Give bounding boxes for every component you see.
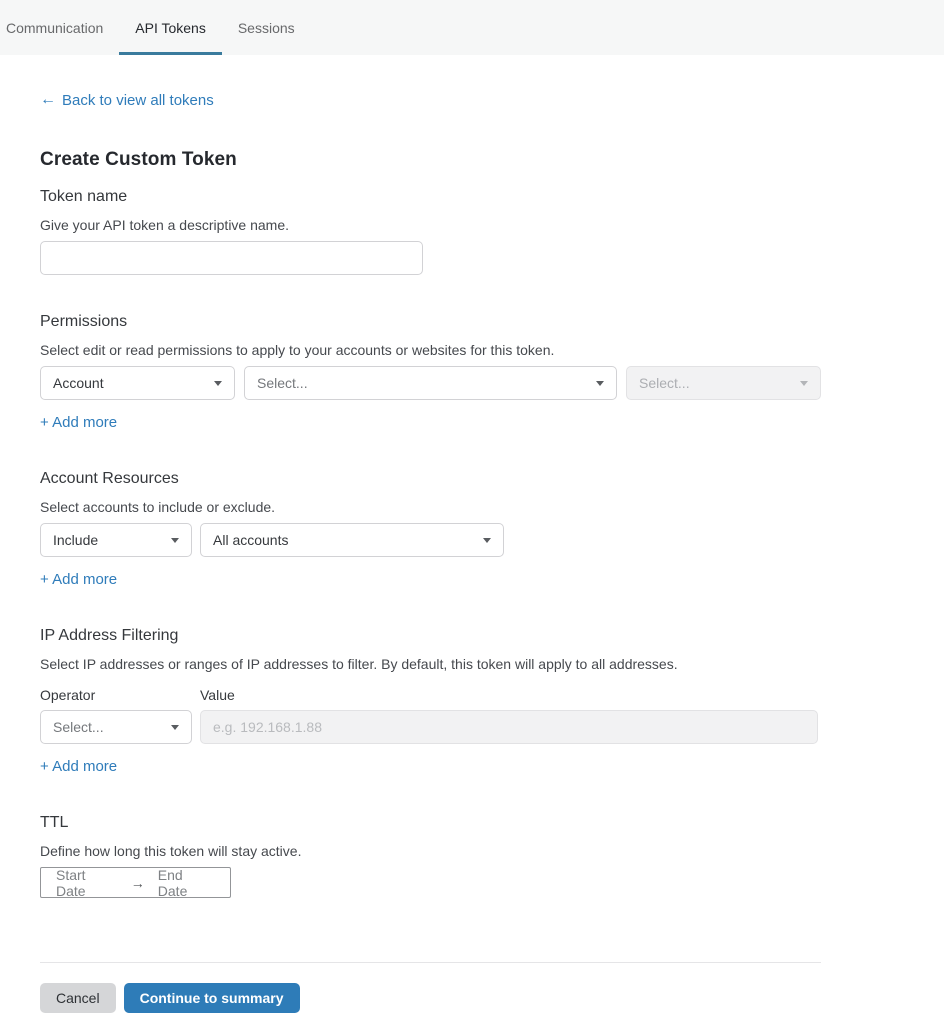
tab-communication-label: Communication — [6, 19, 104, 36]
include-exclude-dropdown[interactable] — [40, 523, 192, 557]
permissions-title: Permissions — [40, 313, 128, 330]
tab-sessions-label: Sessions — [237, 19, 295, 36]
permission-scope-value: Account — [53, 375, 104, 391]
operator-placeholder: Select... — [53, 719, 104, 735]
footer-divider — [40, 962, 821, 963]
tab-sessions[interactable] — [222, 0, 311, 55]
account-resources-add-more-link[interactable]: + Add more — [40, 571, 118, 588]
page-title: Create Custom Token — [40, 149, 237, 170]
permissions-controls-row — [40, 366, 904, 400]
operator-dropdown[interactable] — [40, 710, 192, 744]
main-content — [0, 55, 944, 1013]
tab-bar — [0, 0, 944, 55]
back-link[interactable] — [40, 91, 214, 109]
ip-filtering-title: IP Address Filtering — [40, 627, 179, 644]
operator-label: Operator — [40, 687, 96, 703]
account-resources-controls-row — [40, 523, 904, 557]
account-resources-section — [40, 470, 904, 589]
chevron-down-icon — [800, 381, 808, 386]
arrow-right-icon: → — [130, 874, 145, 891]
permission-access-dropdown — [626, 366, 821, 400]
continue-button[interactable]: Continue to summary — [124, 983, 300, 1013]
ip-filtering-controls-row — [40, 710, 904, 744]
chevron-down-icon — [171, 725, 179, 730]
permission-scope-dropdown[interactable] — [40, 366, 235, 400]
accounts-dropdown[interactable] — [200, 523, 504, 557]
token-name-description: Give your API token a descriptive name. — [40, 217, 290, 233]
active-tab-underline — [119, 52, 222, 55]
cancel-button[interactable]: Cancel — [40, 983, 116, 1013]
chevron-down-icon — [483, 538, 491, 543]
token-name-section — [40, 188, 904, 275]
ip-filtering-section — [40, 627, 904, 776]
account-resources-title: Account Resources — [40, 470, 179, 487]
accounts-value: All accounts — [213, 532, 289, 548]
permissions-add-more-link[interactable]: + Add more — [40, 414, 118, 431]
account-resources-description: Select accounts to include or exclude. — [40, 499, 276, 515]
ip-filtering-field-labels — [40, 687, 904, 703]
back-link-label: Back to view all tokens — [62, 91, 214, 109]
permissions-section — [40, 313, 904, 432]
permission-group-dropdown[interactable] — [244, 366, 617, 400]
permission-group-placeholder: Select... — [257, 375, 308, 391]
footer-buttons — [40, 983, 904, 1013]
start-date-field: Start Date — [56, 866, 86, 899]
ttl-title: TTL — [40, 814, 69, 831]
chevron-down-icon — [171, 538, 179, 543]
ttl-description: Define how long this token will stay active. — [40, 843, 302, 859]
permissions-description: Select edit or read permissions to apply to your accounts or websites for this token. — [40, 342, 555, 358]
end-date-field: End Date — [157, 866, 188, 899]
back-arrow-icon: ← — [40, 91, 56, 108]
ttl-date-range-picker[interactable] — [40, 867, 231, 898]
tab-api-tokens[interactable] — [119, 0, 222, 55]
token-name-input[interactable] — [40, 241, 423, 275]
permission-access-placeholder: Select... — [639, 375, 690, 391]
ip-filtering-add-more-link[interactable]: + Add more — [40, 758, 118, 775]
tab-communication[interactable] — [6, 0, 119, 55]
token-name-title: Token name — [40, 188, 128, 205]
ttl-section — [40, 814, 904, 898]
chevron-down-icon — [596, 381, 604, 386]
tab-api-tokens-label: API Tokens — [135, 19, 206, 36]
ip-filtering-description: Select IP addresses or ranges of IP addresses to filter. By default, this token will apply to all addresses. — [40, 656, 678, 672]
include-exclude-value: Include — [53, 532, 99, 548]
value-label: Value — [200, 687, 235, 703]
chevron-down-icon — [214, 381, 222, 386]
ip-value-input — [200, 710, 818, 744]
